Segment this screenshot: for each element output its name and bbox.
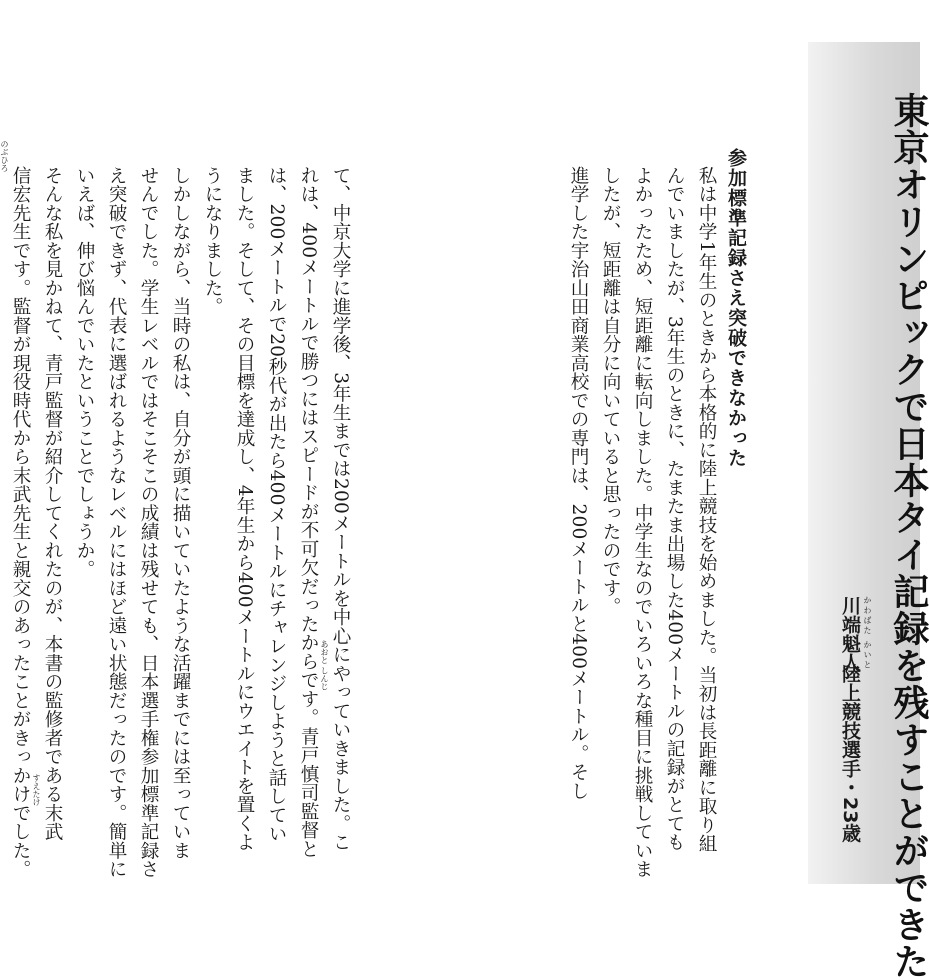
body-column: しかしながら、当時の私は、自分が頭に描いていたような活躍までには至っていま bbox=[170, 166, 191, 860]
body-column: 進学した宇治山田商業高校での専門は、200メートルと400メートル。そし bbox=[568, 166, 589, 801]
author-reading: かわばた かいと bbox=[863, 596, 872, 671]
body-column: れは、400メートルで勝つにはスピードが不可欠だったからです。青戸慎司監督と bbox=[298, 166, 319, 859]
body-column: 私は中学1年生のときから本格的に陸上競技を始めました。当初は長距離に取り組 bbox=[696, 166, 717, 853]
ruby-aoto-shinji: あおと しんじ bbox=[320, 640, 329, 691]
author-name: 川端魁人 bbox=[839, 596, 861, 672]
body-column: は、200メートルで20秒代が出たら400メートルにチャレンジしようと話してい bbox=[266, 166, 287, 844]
ruby-suetake: すえたけ bbox=[32, 774, 41, 806]
body-column: 信宏先生です。監督が現役時代から末武先生と親交のあったことがきっかけでした。 bbox=[10, 166, 31, 879]
body-column: んでいましたが、3年生のときに、たまたま出場した400メートルの記録がとても bbox=[664, 166, 685, 852]
ruby-nobuhiro: のぶひろ bbox=[0, 140, 9, 172]
article-title: 東京オリンピックで日本タイ記録を残すことができた bbox=[888, 92, 929, 980]
section-heading: 参加標準記録さえ突破できなかった bbox=[725, 148, 747, 468]
body-column: うになりました。 bbox=[202, 166, 223, 316]
author-role: 陸上競技選手・23歳 bbox=[839, 664, 861, 843]
body-column: せんでした。学生レベルではそこそこの成績は残せても、日本選手権参加標準記録さ bbox=[138, 166, 159, 879]
body-column: いえば、伸び悩んでいたということでしょうか。 bbox=[74, 166, 95, 579]
body-column: え突破できず、代表に選ばれるようなレベルにはほど遠い状態だったのです。簡単に bbox=[106, 166, 127, 879]
body-column: したが、短距離は自分に向いていると思ったのです。 bbox=[600, 166, 621, 616]
body-column: て、中京大学に進学後、3年生までは200メートルを中心にやっていきました。こ bbox=[330, 166, 351, 852]
body-column: ました。そして、その目標を達成し、4年生から400メートルにウエイトを置くよ bbox=[234, 166, 255, 852]
body-column: そんな私を見かねて、青戸監督が紹介してくれたのが、本書の監修者である末武 bbox=[42, 166, 63, 841]
body-column: よかったため、短距離に転向しました。中学生なのでいろいろな種目に挑戦していま bbox=[632, 166, 653, 879]
